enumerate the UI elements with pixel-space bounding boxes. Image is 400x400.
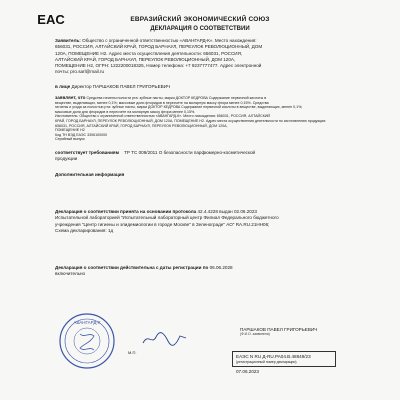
declares-line6: КРАЙ, ГОРОД БАРНАУЛ, ПЕРЕУЛОК РЕВОЛЮЦИОННЫЙ, ДОМ 120А, ПОМЕЩЕНИЕ Н2. Адрес места осуществления деятельности по изготовлению продукции: [55,118,327,123]
director-value: Директор ПАРШАКОВ ПАВЕЛ ГРИГОРЬЕВИЧ [71,84,171,89]
declares-line7: 656031, РОССИЯ, АЛТАЙСКИЙ КРАЙ, ГОРОД БАРНАУЛ, ПЕРЕУЛОК РЕВОЛЮЦИОННЫЙ, ДОМ 120А, [55,123,228,128]
basis-label: Декларация о соответствии принята на основании протокола [55,209,197,214]
basis-line3: учреждения "Центр гигиены и эпидемиологии в городе Москве" в Зеленограде" АО" RA.RU.21НН06; [55,221,270,227]
registration-label: (регистрационный номер декларации) [236,360,297,364]
director-block [55,84,355,90]
additional-info-label: Дополнительная информация [55,172,125,177]
applicant-line6: почты: pro.sarl@mail.ru [55,69,105,75]
declares-line10: Серийный выпуск [55,137,85,142]
requirements-value2: продукции [55,156,78,162]
declares-line5: Изготовитель: Общество с ограниченной ответственностью «АВАНГАРД-К». Место нахождения: 656031, РОССИЯ, АЛТАЙСКИЙ [55,114,270,119]
requirements-value1: ТР ТС 009/2011 О безопасности парфюмерно-косметической [124,150,256,155]
applicant-line5: ПОМЕЩЕНИЕ Н2, ОГРН: 1222200018325, Номер телефона: +7 9237777477. Адрес электронной [55,63,262,69]
seal-text: АВАНГАРД-К [73,320,101,325]
requirements-block [55,150,355,163]
declares-label: заявляет, что [55,95,86,100]
basis-block [55,209,355,234]
declares-line1: Средства гигиены полости рта: зубные пасты, марки ДОКТОР КЕДРОВА Содержание первичной кислоты в [86,96,267,100]
applicant-line4: АЛТАЙСКИЙ КРАЙ, ГОРОД БАРНАУЛ, ПЕРЕУЛОК РЕВОЛЮЦИОННЫЙ, ДОМ 120А, [55,56,236,62]
declares-line8: ПОМЕЩЕНИЕ Н2 [55,128,85,133]
basis-line2: Испытательной лабораторией "Испытательный лабораторный центр Филиал Федерального бюджетного [55,215,279,221]
mp-label: М.П. [128,350,137,355]
declares-line9: Код ТН ВЭД ЕАЭС 3306100000 [55,132,108,137]
declares-line3: гигиены и ухода за полостью рта: зубные пасты, марки ДОКТОР КЕДРОВА Содержание первичной кислоты в веществе, выделяющих, менее 0,1%; [55,105,303,110]
registration-number: ЕАЭС N RU Д-RU.PA04.B.48849/23 [236,354,311,359]
applicant-line1: Общество с ограниченной ответственностью «АВАНГАРД-К». Место нахождения: [82,38,257,43]
document-title: ДЕКЛАРАЦИЯ О СООТВЕТСТВИИ [150,26,250,32]
signature [140,330,190,348]
validity-line2: включительно [55,271,86,277]
header-union: ЕВРАЗИЙСКИЙ ЭКОНОМИЧЕСКИЙ СОЮЗ [130,16,270,23]
validity-label: Декларация о соответствии действительна с даты регистрации по [55,265,209,270]
validity-block [55,265,355,278]
additional-info-block [55,172,355,178]
company-seal [58,312,116,370]
director-label: в лице [55,84,71,89]
declares-line4: массовые доли для фторидов в пересчете на молярную массу фтора менее 0,15%. [55,109,196,114]
applicant-block [55,38,355,76]
registration-date: 07.06.2023 [236,369,259,374]
signatory-name: ПАРШАКОВ ПАВЕЛ ГРИГОРЬЕВИЧ [240,327,318,332]
applicant-label: Заявитель: [55,38,81,43]
validity-value: 06.06.2028 [209,265,233,270]
requirements-label: соответствует требованиям [55,150,119,155]
signatory-role: (Ф.И.О. заявителя) [240,332,270,336]
applicant-line2: 656031, РОССИЯ, АЛТАЙСКИЙ КРАЙ, ГОРОД БАРНАУЛ, ПЕРЕУЛОК РЕВОЛЮЦИОННЫЙ, ДОМ [55,44,263,50]
eac-logo-text: EAC [37,12,65,27]
declares-line2: веществе, выделяющих, менее 0,1%; массовые доли фторидов в пересчете на молярную массу фтора менее 0,15%. Средства [55,100,269,105]
applicant-line3: 120А, ПОМЕЩЕНИЕ Н2. Адрес места осуществления деятельности: 656031, РОССИЯ, [55,50,243,56]
basis-line4: Схема декларирования: 1д [55,227,114,233]
declares-block [55,96,355,142]
basis-value1: 42.4.4228 выдан 02.06.2023 [197,209,257,214]
